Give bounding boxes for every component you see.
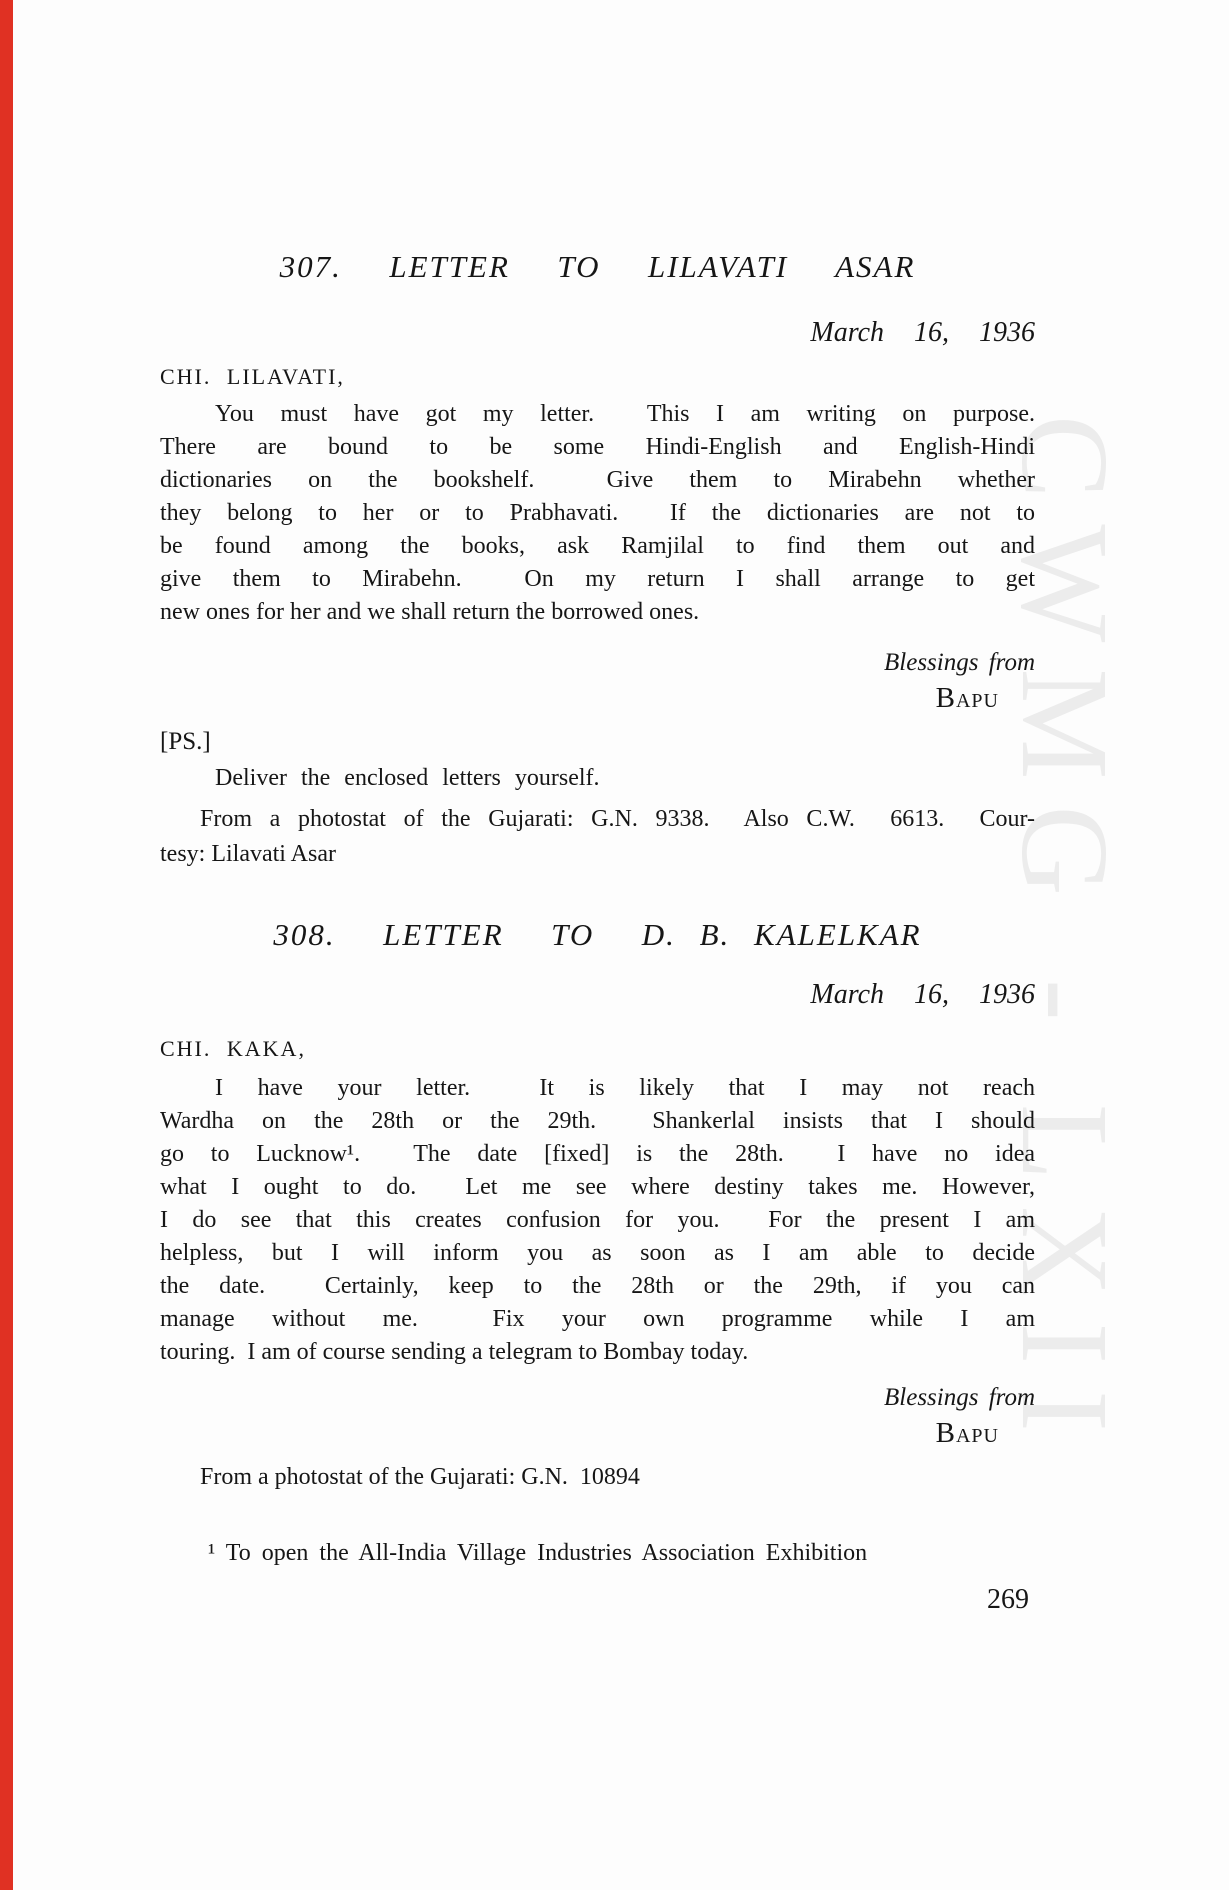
text-line: new ones for her and we shall return the borrowed ones. — [160, 599, 700, 625]
text-line: give them to Mirabehn. On my return I shall arrange to get — [160, 566, 1035, 592]
text-line: tesy: Lilavati Asar — [160, 841, 336, 867]
letter-307-signature: Bapu — [935, 682, 999, 714]
text-line: the date. Certainly, keep to the 28th or the 29th, if you can — [160, 1273, 1035, 1299]
letter-308-date: March 16, 1936 — [810, 979, 1035, 1010]
red-spine-strip — [0, 0, 13, 1890]
text-line: Wardha on the 28th or the 29th. Shankerlal insists that I should — [160, 1108, 1035, 1134]
letter-307-salutation: CHI. LILAVATI, — [160, 364, 345, 389]
volume-watermark: CWMG - LXII — [995, 415, 1133, 1458]
letter-307-body — [160, 398, 1035, 629]
letter-307-title: 307. LETTER TO LILAVATI ASAR — [279, 249, 916, 284]
text-line: they belong to her or to Prabhavati. If the dictionaries are not to — [160, 500, 1035, 526]
letter-307-postscript-label: [PS.] — [160, 728, 211, 755]
letter-308-source — [160, 1460, 1035, 1495]
letter-308-signature: Bapu — [935, 1417, 999, 1449]
letter-307-postscript: Deliver the enclosed letters yourself. — [215, 765, 600, 791]
page-number: 269 — [987, 1584, 1029, 1615]
text-line: go to Lucknow¹. The date [fixed] is the 28th. I have no idea — [160, 1141, 1035, 1167]
text-line: be found among the books, ask Ramjilal to find them out and — [160, 533, 1035, 559]
letter-307-date: March 16, 1936 — [810, 317, 1035, 348]
text-line: You must have got my letter. This I am writing on purpose. — [215, 401, 1035, 427]
text-line: helpless, but I will inform you as soon as I am able to decide — [160, 1240, 1035, 1266]
letter-308-body — [160, 1072, 1035, 1369]
text-line: I have your letter. It is likely that I may not reach — [215, 1075, 1035, 1101]
text-line: From a photostat of the Gujarati: G.N. 9338. Also C.W. 6613. Cour- — [200, 806, 1035, 832]
text-line: dictionaries on the bookshelf. Give them to Mirabehn whether — [160, 467, 1035, 493]
text-line: There are bound to be some Hindi-English and English-Hindi — [160, 434, 1035, 460]
letter-308-title: 308. LETTER TO D. B. KALELKAR — [273, 917, 922, 952]
letter-307-source — [160, 802, 1035, 872]
text-line: I do see that this creates confusion for you. For the present I am — [160, 1207, 1035, 1233]
footnote: ¹ To open the All-India Village Industries Association Exhibition — [208, 1540, 868, 1566]
text-line: manage without me. Fix your own programme while I am — [160, 1306, 1035, 1332]
text-line: touring. I am of course sending a telegram to Bombay today. — [160, 1339, 749, 1365]
text-line: From a photostat of the Gujarati: G.N. 10894 — [200, 1464, 640, 1490]
page-text-block — [160, 0, 1035, 1615]
letter-307-valediction: Blessings from — [884, 649, 1035, 676]
text-line: what I ought to do. Let me see where destiny takes me. However, — [160, 1174, 1035, 1200]
letter-308-valediction: Blessings from — [884, 1384, 1035, 1411]
letter-308-salutation: CHI. KAKA, — [160, 1036, 306, 1061]
